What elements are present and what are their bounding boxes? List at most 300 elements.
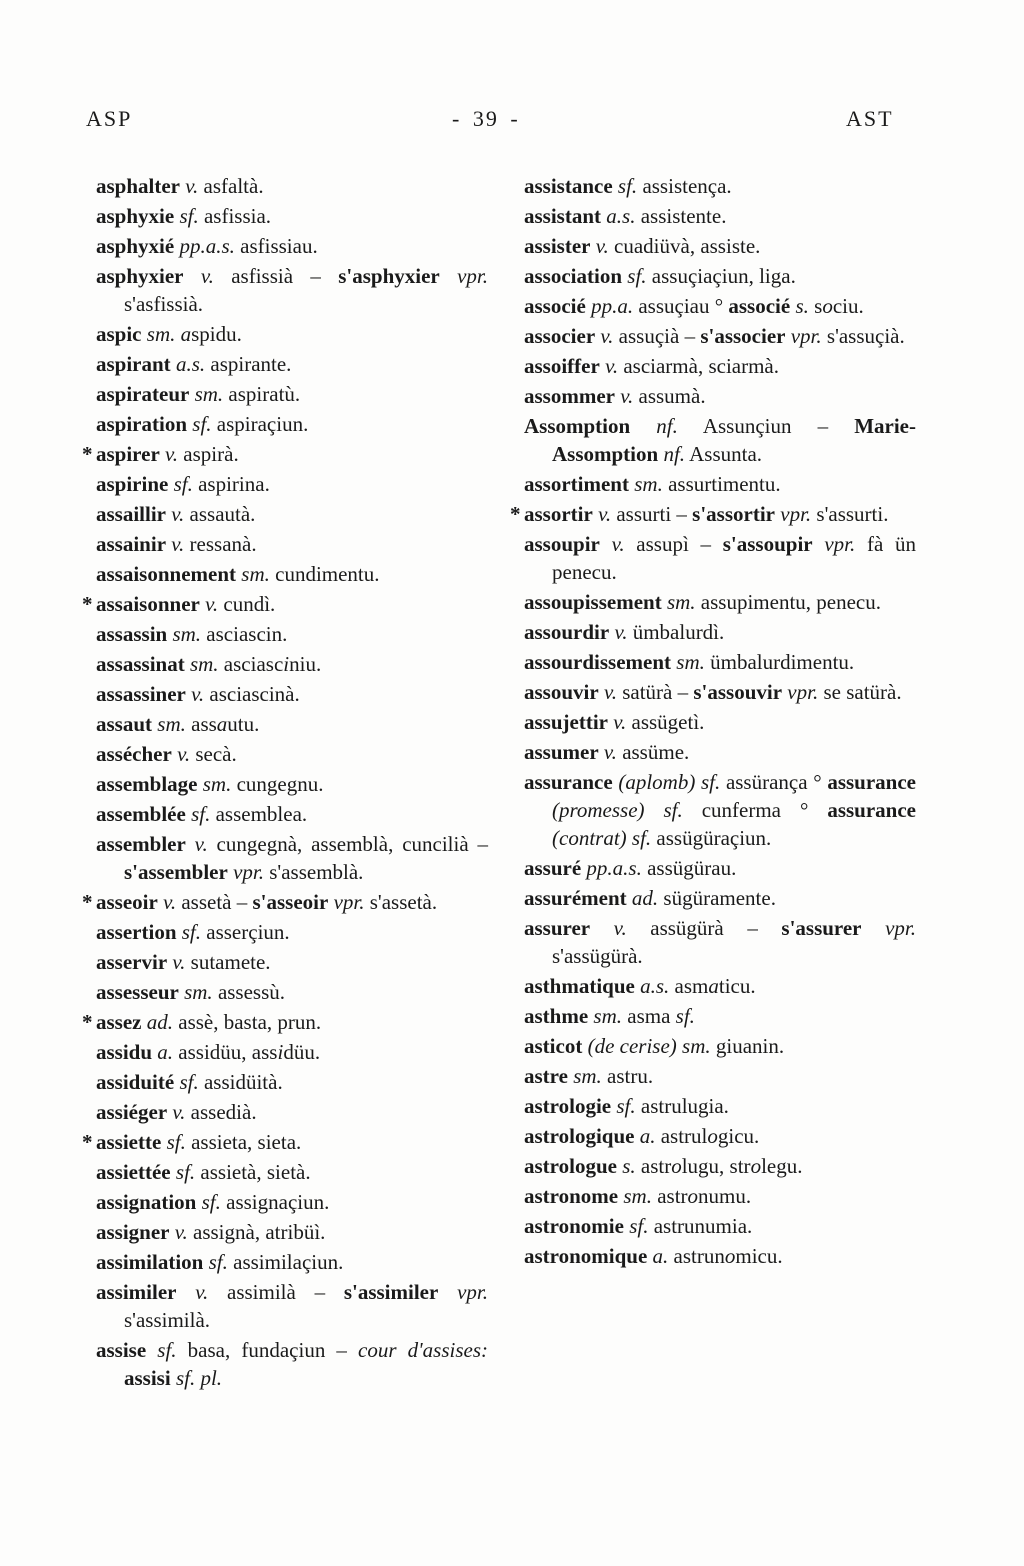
entry-segment: assassinat (96, 652, 185, 676)
entry-segment: nf. (630, 414, 678, 438)
entry-segment: s'associer (700, 324, 786, 348)
entry-segment: s'assouvir (693, 680, 783, 704)
entry-segment: astre (524, 1064, 568, 1088)
entry-segment: assiettée (96, 1160, 171, 1184)
entry-segment: basa, fundaçiun – (176, 1338, 359, 1362)
entry-segment: assortir (524, 502, 593, 526)
entry-segment: aspirine (96, 472, 169, 496)
entry-segment: asservir (96, 950, 168, 974)
entry-segment: s'asseoir (252, 890, 329, 914)
entry-segment: assaisonnement (96, 562, 237, 586)
entry-segment: assommer (524, 384, 615, 408)
entry-segment: associé (728, 294, 791, 318)
entry-segment: o (671, 1154, 682, 1178)
entry-segment: ad. (626, 886, 659, 910)
entry-segment: sm. (167, 622, 202, 646)
entry-segment: sf. (196, 1190, 221, 1214)
entry-segment: assisi (124, 1366, 171, 1390)
entry-segment: vpr. (439, 264, 488, 288)
entry-segment: assise (96, 1338, 147, 1362)
entry-segment: assurer (524, 916, 591, 940)
dictionary-entry (86, 500, 488, 528)
dictionary-entry (514, 1182, 916, 1210)
entry-segment: vpr. (328, 890, 365, 914)
entry-segment: assoiffer (524, 354, 600, 378)
entry-segment: v. (199, 592, 219, 616)
dictionary-entry (514, 1092, 916, 1120)
dictionary-entry (82, 1128, 488, 1156)
entry-segment: sf. (170, 1160, 196, 1184)
entry-segment: assupimentu, penecu. (695, 590, 881, 614)
entry-segment: assistance (524, 174, 613, 198)
entry-segment: astr (651, 1184, 688, 1208)
entry-segment: v. (176, 1280, 209, 1304)
entry-segment: assourdir (524, 620, 610, 644)
entry-segment: assécher (96, 742, 172, 766)
dictionary-entry (86, 830, 488, 886)
entry-segment: assurance (827, 770, 916, 794)
entry-segment: s'assembler (124, 860, 228, 884)
entry-segment: aspic (96, 322, 142, 346)
entry-segment: v. (598, 680, 617, 704)
dictionary-entry (514, 914, 916, 970)
star-marker: * (82, 1130, 93, 1154)
entry-segment: vpr. (812, 532, 856, 556)
entry-segment: ümbalurdimentu. (704, 650, 855, 674)
entry-segment: assignation (96, 1190, 197, 1214)
entry-segment: Assunta. (685, 442, 763, 466)
entry-segment: assuçiau ° (633, 294, 729, 318)
entry-segment: assistant (524, 204, 602, 228)
entry-segment: assassin (96, 622, 168, 646)
dictionary-entry (86, 1188, 488, 1216)
dictionary-entry (86, 710, 488, 738)
entry-segment: aspirateur (96, 382, 190, 406)
entry-segment: o (707, 1124, 718, 1148)
entry-segment: assumà. (633, 384, 706, 408)
entry-segment: associer (524, 324, 596, 348)
entry-segment: ciu. (832, 294, 864, 318)
entry-segment: assiette (96, 1130, 162, 1154)
entry-segment: vpr. (782, 680, 819, 704)
dictionary-entry (86, 800, 488, 828)
entry-segment: assistença. (637, 174, 732, 198)
entry-segment: sm. (628, 472, 663, 496)
entry-segment: assainir (96, 532, 167, 556)
entry-segment: (de cerise) sm. (582, 1034, 711, 1058)
dictionary-entry (86, 202, 488, 230)
entry-segment: s'assemblà. (264, 860, 364, 884)
star-marker: * (82, 890, 93, 914)
entry-segment: s'assetà. (364, 890, 438, 914)
guide-word-left: ASP (86, 106, 133, 131)
dictionary-entry (82, 1008, 488, 1036)
entry-segment: Marie-Assomption (552, 414, 916, 466)
page-header (86, 106, 966, 136)
entry-segment: asciascin. (201, 622, 288, 646)
entry-segment: lugu, str (681, 1154, 751, 1178)
dictionary-entry (514, 232, 916, 260)
dictionary-entry (86, 1336, 488, 1392)
dictionary-entry (514, 1152, 916, 1180)
dictionary-entry (514, 1062, 916, 1090)
entry-segment: v. (607, 710, 627, 734)
entry-segment: sm. (189, 382, 224, 406)
entry-segment: a (180, 322, 192, 346)
entry-segment: (contrat) sf. (552, 826, 652, 850)
star-marker: * (82, 1010, 93, 1034)
entry-segment: assister (524, 234, 591, 258)
entry-segment: v. (167, 1100, 186, 1124)
dictionary-entry (86, 232, 488, 260)
entry-segment: (promesse) sf. (552, 798, 683, 822)
dictionary-entry (86, 918, 488, 946)
dictionary-entry (510, 500, 916, 528)
entry-segment: assidüu, ass (173, 1040, 278, 1064)
entry-segment: ad. (141, 1010, 173, 1034)
entry-segment: asm (669, 974, 709, 998)
entry-segment: assaisonner (96, 592, 200, 616)
entry-segment: s'assügürà. (552, 944, 643, 968)
entry-segment: cundì. (218, 592, 276, 616)
dictionary-entry (514, 678, 916, 706)
dictionary-entry (82, 590, 488, 618)
dictionary-entry (86, 680, 488, 708)
entry-segment: assuçiaçiun, liga. (646, 264, 796, 288)
entry-segment: cuadiüvà, assiste. (608, 234, 761, 258)
entry-segment: sf. (146, 1338, 177, 1362)
entry-segment: astrul (655, 1124, 708, 1148)
entry-segment: assurance (524, 770, 613, 794)
entry-segment: assügürau. (641, 856, 737, 880)
dictionary-entry (86, 978, 488, 1006)
entry-segment: o (687, 1184, 699, 1208)
entry-segment: v. (171, 742, 191, 766)
entry-segment: v. (590, 916, 627, 940)
entry-segment: assautà. (184, 502, 256, 526)
entry-segment: v. (592, 502, 612, 526)
entry-segment: vpr. (438, 1280, 488, 1304)
entry-segment: asfaltà. (198, 174, 264, 198)
entry-segment: assassiner (96, 682, 186, 706)
entry-segment: a. (647, 1244, 669, 1268)
dictionary-entry (514, 738, 916, 766)
entry-segment: asserçiun. (201, 920, 290, 944)
entry-segment: assidu (96, 1040, 153, 1064)
entry-segment: assimilà – (208, 1280, 344, 1304)
entry-segment: astrulugia. (635, 1094, 729, 1118)
entry-segment: sf. (622, 264, 647, 288)
entry-segment: satürà – (616, 680, 694, 704)
entry-segment: ressanà. (184, 532, 257, 556)
entry-segment: assimilation (96, 1250, 204, 1274)
dictionary-entry (514, 618, 916, 646)
dictionary-entry (86, 1248, 488, 1276)
entry-segment: v. (167, 950, 186, 974)
entry-segment: pp.a.s. (174, 234, 235, 258)
entry-segment: astrun (668, 1244, 725, 1268)
dictionary-entry (86, 1038, 488, 1066)
dictionary-entry (86, 620, 488, 648)
entry-segment: associé (524, 294, 586, 318)
entry-segment: nf. (658, 442, 686, 466)
dictionary-entry (514, 292, 916, 320)
entry-segment: assembler (96, 832, 186, 856)
dictionary-entry (86, 1218, 488, 1246)
dictionary-entry (514, 1242, 916, 1270)
entry-segment: astrunumia. (648, 1214, 753, 1238)
entry-segment: assertion (96, 920, 177, 944)
dictionary-entry (86, 770, 488, 798)
entry-segment: a.s. (634, 974, 670, 998)
entry-segment: astru. (601, 1064, 654, 1088)
entry-segment: aspirà. (178, 442, 239, 466)
star-marker: * (510, 502, 521, 526)
entry-segment: assieta, sieta. (185, 1130, 302, 1154)
entry-segment: sf. (675, 1004, 695, 1028)
dictionary-entry (86, 740, 488, 768)
entry-segment: pp.a.s. (581, 856, 642, 880)
entry-segment: astrologique (524, 1124, 635, 1148)
dictionary-entry (514, 1212, 916, 1240)
dictionary-entry (514, 322, 916, 350)
entry-segment: s (808, 294, 823, 318)
entry-segment: asphalter (96, 174, 180, 198)
dictionary-entry (514, 884, 916, 912)
dictionary-entry (514, 708, 916, 736)
entry-segment: asphyxié (96, 234, 175, 258)
entry-segment: a.s. (170, 352, 206, 376)
entry-segment: vpr. (227, 860, 264, 884)
entry-segment: s'assurer (781, 916, 862, 940)
entry-segment: assurance (827, 798, 916, 822)
entry-segment: a (708, 974, 719, 998)
entry-segment: s'assurti. (811, 502, 889, 526)
star-marker: * (82, 592, 93, 616)
entry-segment: aspirant (96, 352, 171, 376)
entry-segment: vpr. (785, 324, 822, 348)
entry-segment: v. (183, 264, 214, 288)
entry-segment: s'assortir (692, 502, 775, 526)
entry-segment: numu. (698, 1184, 752, 1208)
entry-segment: assuçià – (613, 324, 701, 348)
dictionary-entry (86, 1278, 488, 1334)
entry-segment: v. (609, 620, 628, 644)
entry-segment: asma (622, 1004, 676, 1028)
entry-segment: assourdissement (524, 650, 672, 674)
entry-segment: assidüità. (198, 1070, 283, 1094)
entry-segment: asfissia. (198, 204, 272, 228)
entry-segment: v. (166, 532, 185, 556)
entry-segment: i (277, 1040, 284, 1064)
dictionary-entry (82, 440, 488, 468)
entry-segment: micu. (735, 1244, 783, 1268)
entry-segment: assessù. (212, 980, 286, 1004)
entry-segment: o (750, 1154, 762, 1178)
entry-segment: aspiration (96, 412, 188, 436)
entry-segment: assumer (524, 740, 599, 764)
entry-segment: (aplomb) sf. (612, 770, 721, 794)
entry-segment: assemblea. (210, 802, 308, 826)
dictionary-entry (86, 320, 488, 348)
entry-segment: asciarmà, sciarmà. (618, 354, 779, 378)
guide-word-right: AST (846, 106, 894, 131)
entry-segment: vpr. (775, 502, 812, 526)
entry-segment: Assunçiun – (677, 414, 855, 438)
entry-segment: asciascinà. (204, 682, 300, 706)
entry-segment: assurément (524, 886, 627, 910)
entry-segment: assiduité (96, 1070, 175, 1094)
entry-segment: astronomique (524, 1244, 648, 1268)
dictionary-entry (514, 768, 916, 852)
dictionary-entry (86, 380, 488, 408)
entry-segment: i (283, 652, 290, 676)
entry-segment: assürança ° (720, 770, 828, 794)
entry-segment: v. (590, 234, 609, 258)
dictionary-entry (514, 972, 916, 1000)
dictionary-entry (514, 1002, 916, 1030)
entry-segment: legu. (761, 1154, 803, 1178)
dictionary-entry (86, 1158, 488, 1186)
entry-segment: v. (599, 532, 625, 556)
entry-segment: giuanin. (710, 1034, 785, 1058)
dictionary-entry (86, 948, 488, 976)
entry-segment: s'asfissià. (124, 292, 204, 316)
entry-segment: asfissià – (213, 264, 339, 288)
entry-segment: sm. (567, 1064, 602, 1088)
dictionary-entry (514, 382, 916, 410)
entry-segment: asthmatique (524, 974, 635, 998)
entry-segment: gicu. (717, 1124, 760, 1148)
dictionary-entry (514, 262, 916, 290)
dictionary-entry (86, 262, 488, 318)
entry-segment: assuré (524, 856, 582, 880)
entry-segment: ass (185, 712, 217, 736)
entry-segment: assüme. (616, 740, 690, 764)
entry-segment: assignaçiun. (220, 1190, 330, 1214)
dictionary-entry (86, 172, 488, 200)
entry-segment: assietà, sietà. (195, 1160, 311, 1184)
entry-segment: fà ün penecu. (552, 532, 917, 584)
entry-segment: assedià. (185, 1100, 257, 1124)
entry-segment: assaillir (96, 502, 167, 526)
entry-segment: assesseur (96, 980, 179, 1004)
entry-segment: assurti – (611, 502, 693, 526)
entry-segment: v. (614, 384, 634, 408)
entry-segment: sf. (174, 1070, 199, 1094)
entry-segment: v. (159, 442, 179, 466)
dictionary-entry (86, 1068, 488, 1096)
entry-segment: sm. (141, 322, 176, 346)
entry-segment: asseoir (96, 890, 158, 914)
entry-segment: assaut (96, 712, 153, 736)
entry-segment: sf. (623, 1214, 649, 1238)
entry-segment: astronomie (524, 1214, 624, 1238)
text-columns (82, 172, 966, 1394)
entry-segment: assemblage (96, 772, 198, 796)
entry-segment: v. (180, 174, 199, 198)
entry-segment: asciasc (218, 652, 284, 676)
entry-segment: v. (157, 890, 177, 914)
entry-segment: sf. (174, 204, 199, 228)
entry-segment: düu. (283, 1040, 321, 1064)
entry-segment: sm. (152, 712, 186, 736)
dictionary-entry (86, 530, 488, 558)
entry-segment: v. (598, 740, 617, 764)
entry-segment: a.s. (601, 204, 636, 228)
entry-segment: assoupissement (524, 590, 662, 614)
column-left (82, 172, 489, 1394)
entry-segment: utu. (227, 712, 260, 736)
entry-segment: aspirina. (192, 472, 270, 496)
entry-segment: sm. (661, 590, 696, 614)
entry-segment: cungegnu. (231, 772, 324, 796)
dictionary-entry (514, 854, 916, 882)
entry-segment: assignà, atribüì. (187, 1220, 326, 1244)
entry-segment: s. (790, 294, 809, 318)
entry-segment: se satürà. (818, 680, 902, 704)
entry-segment: assiéger (96, 1100, 168, 1124)
entry-segment: assortiment (524, 472, 629, 496)
dictionary-entry (82, 888, 488, 916)
entry-segment: s. (616, 1154, 636, 1178)
entry-segment: asphyxier (96, 264, 184, 288)
entry-segment: o (724, 1244, 736, 1268)
entry-segment: sm. (236, 562, 270, 586)
column-right (510, 172, 917, 1394)
dictionary-entry (514, 588, 916, 616)
entry-segment: v. (169, 1220, 188, 1244)
entry-segment: astrologue (524, 1154, 617, 1178)
entry-segment: sutamete. (185, 950, 271, 974)
entry-segment: a. (152, 1040, 174, 1064)
entry-segment: spidu. (191, 322, 242, 346)
entry-segment: v. (595, 324, 614, 348)
entry-segment: sm. (178, 980, 213, 1004)
entry-segment: assistente. (635, 204, 727, 228)
dictionary-entry (514, 530, 916, 586)
entry-segment: v. (599, 354, 619, 378)
entry-segment: assupì – (624, 532, 723, 556)
entry-segment: aspiratù. (223, 382, 301, 406)
entry-segment: o (822, 294, 833, 318)
entry-segment: sf. pl. (170, 1366, 223, 1390)
entry-segment: sm. (588, 1004, 623, 1028)
entry-segment: cunferma ° (682, 798, 828, 822)
entry-segment: aspirer (96, 442, 160, 466)
entry-segment: assügürà – (626, 916, 782, 940)
entry-segment: pp.a. (585, 294, 634, 318)
entry-segment: asthme (524, 1004, 589, 1028)
entry-segment: assimilaçiun. (227, 1250, 344, 1274)
entry-segment: assoupir (524, 532, 600, 556)
dictionary-entry (86, 350, 488, 378)
dictionary-entry (514, 1122, 916, 1150)
star-marker: * (82, 442, 93, 466)
entry-segment: sf. (611, 1094, 636, 1118)
entry-segment: astr (635, 1154, 672, 1178)
entry-segment: sm. (197, 772, 232, 796)
entry-segment: sm. (618, 1184, 652, 1208)
entry-segment: sf. (203, 1250, 228, 1274)
entry-segment: sm. (184, 652, 219, 676)
entry-segment: v. (185, 682, 205, 706)
entry-segment: a (216, 712, 228, 736)
entry-segment: niu. (289, 652, 322, 676)
entry-segment: astronome (524, 1184, 619, 1208)
entry-segment: assujettir (524, 710, 608, 734)
dictionary-entry (86, 410, 488, 438)
